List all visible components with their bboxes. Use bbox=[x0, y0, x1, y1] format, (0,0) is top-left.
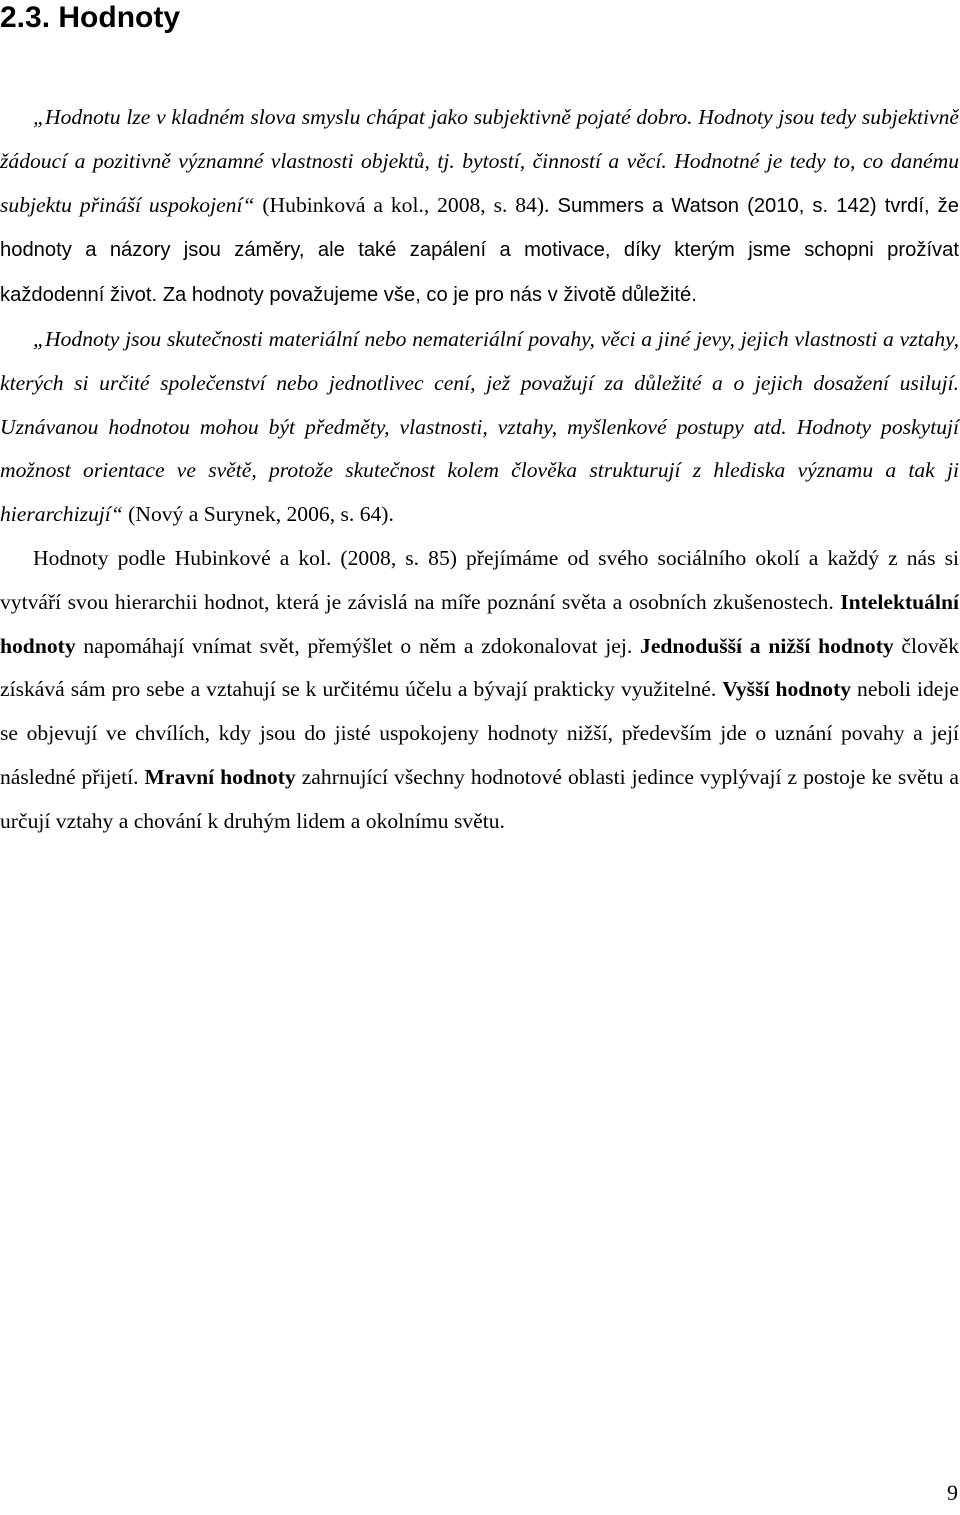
citation-novy-surynek: (Nový a Surynek, 2006, s. 64). bbox=[122, 502, 394, 527]
summers-watson-text: Summers a Watson (2010, s. 142) tvrdí, že hodnoty a názory jsou záměry, ale také zapálení a motivace, díky kterým jsme schopni prožívat každodenní život. Za hodnoty považujeme vše, co je pro nás v životě důležité. bbox=[0, 194, 959, 307]
quote-novy-surynek: „Hodnoty jsou skutečnosti materiální nebo nemateriální povahy, věci a jiné jevy, jejich vlastnosti a vztahy, kterých si určité společenství nebo jednotlivec cení, jež považují za důležité a o jejich dosažení usilují. Uznávanou hodnotou mohou být předměty, vlastnosti, vztahy, myšlenkové postupy atd. Hodnoty poskytují možnost orientace ve světě, protože skutečnost kolem člověka strukturují z hlediska významu a tak ji hierarchizují“ bbox=[0, 326, 959, 527]
term-intellectual-values: Intelektuální hodnoty bbox=[0, 589, 959, 658]
term-higher-values: Vyšší hodnoty bbox=[722, 677, 852, 702]
types-text-1: napomáhají vnímat svět, přemýšlet o něm a zdokonalovat jej. bbox=[75, 633, 641, 658]
section-heading: 2.3. Hodnoty bbox=[0, 1, 181, 34]
body-text bbox=[0, 96, 959, 844]
paragraph-values-definition bbox=[0, 96, 959, 318]
page-number: 9 bbox=[947, 1480, 958, 1505]
types-intro: Hodnoty podle Hubinkové a kol. (2008, s. 85) přejímáme od svého sociálního okolí a každý z nás si vytváří svou hierarchii hodnot, která je závislá na míře poznání světa a osobních zkušenostech. bbox=[0, 545, 959, 614]
paragraph-values-quote bbox=[0, 318, 959, 537]
paragraph-values-types bbox=[0, 537, 959, 844]
term-moral-values: Mravní hodnoty bbox=[144, 764, 296, 789]
types-text-3: neboli ideje se objevují ve chvílích, kdy jsou do jisté uspokojeny hodnoty nižší, především jde o uznání povahy a její následné přijetí. bbox=[0, 677, 959, 789]
citation-hubinkova: (Hubinková a kol., 2008, s. 84). bbox=[254, 192, 550, 217]
quote-hubinkova: „Hodnotu lze v kladném slova smyslu chápat jako subjektivně pojaté dobro. Hodnoty jsou tedy subjektivně žádoucí a pozitivně významné vlastnosti objektů, tj. bytostí, činností a věcí. Hodnotné je tedy to, co danému subjektu přináší uspokojení“ bbox=[0, 105, 959, 217]
term-simple-values: Jednodušší a nižší hodnoty bbox=[640, 633, 894, 658]
types-text-4: zahrnující všechny hodnotové oblasti jedince vyplývají z postoje ke světu a určují vztahy a chování k druhým lidem a okolnímu světu. bbox=[0, 764, 960, 833]
types-text-2: člověk získává sám pro sebe a vztahují se k určitému účelu a bývají prakticky využitelné. bbox=[0, 633, 959, 702]
